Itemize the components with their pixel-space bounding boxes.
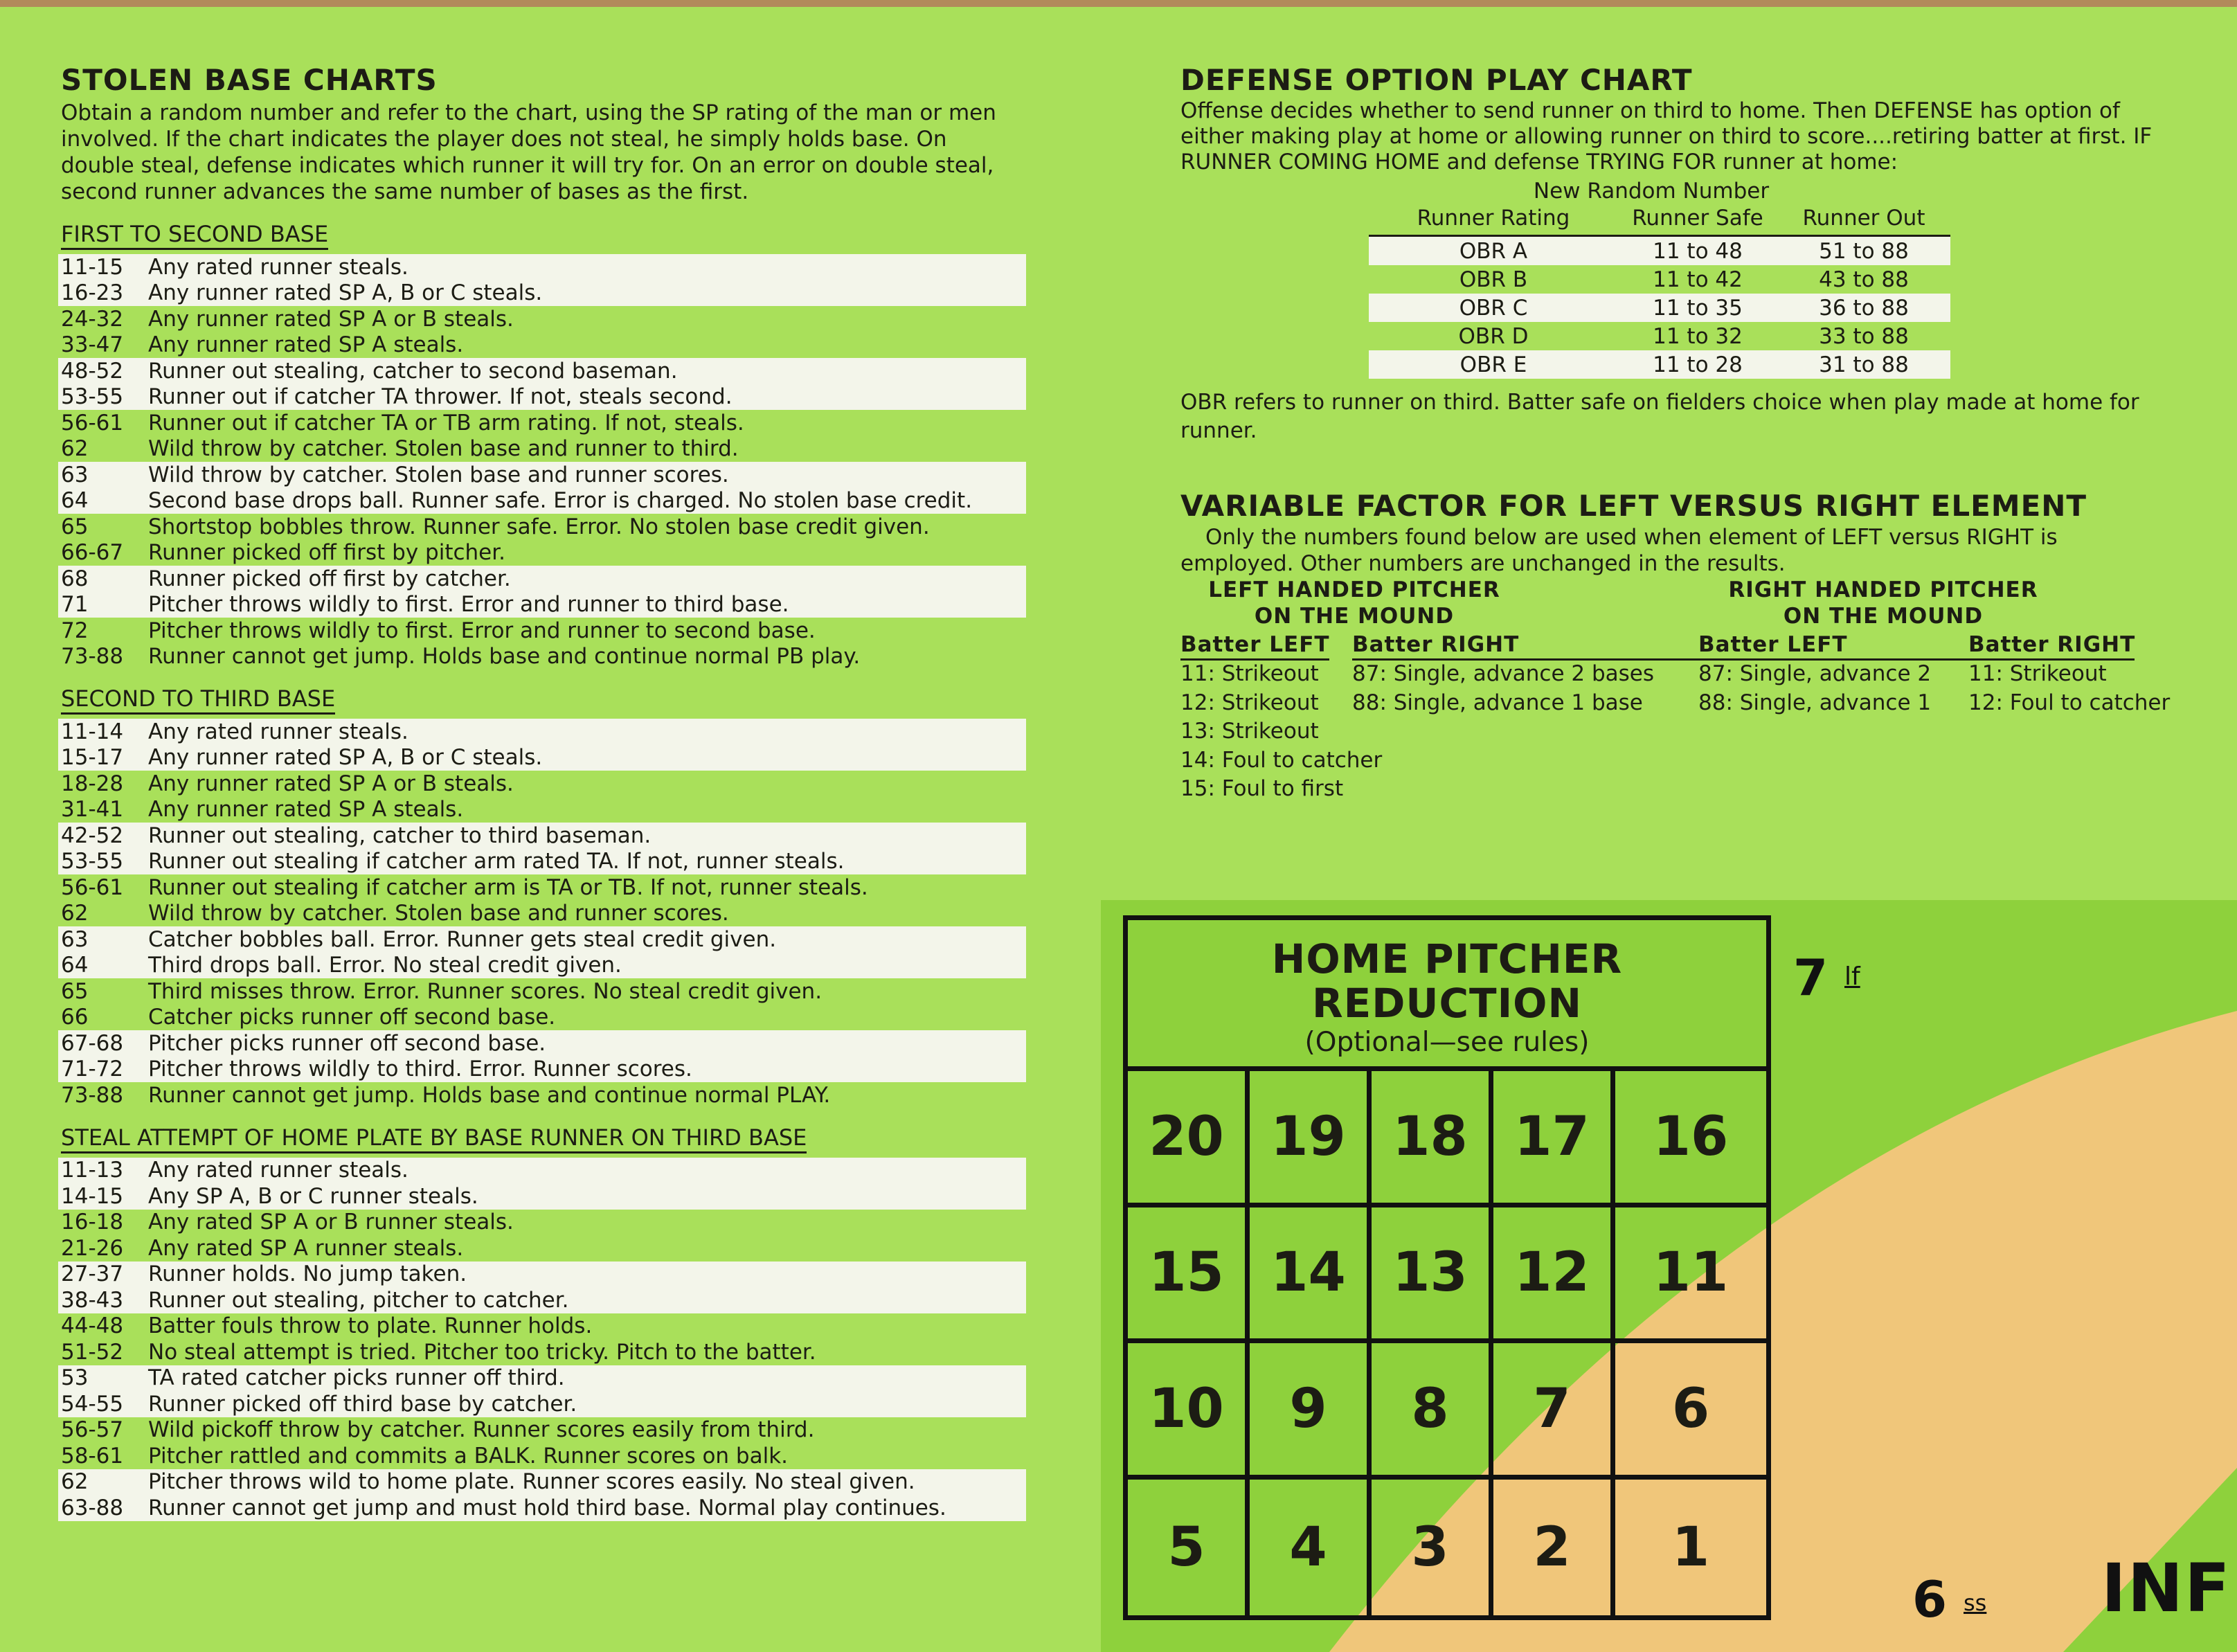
pitcher-headings	[1180, 577, 2177, 632]
result-text: TA rated catcher picks runner off third.	[148, 1365, 565, 1391]
result-text: Runner cannot get jump and must hold third base. Normal play continues.	[148, 1495, 946, 1520]
result-text: Any runner rated SP A steals.	[148, 797, 464, 823]
variable-factor-entry: 11: Strikeout	[1968, 661, 2107, 686]
reduction-number-cell: 19	[1250, 1071, 1372, 1207]
chart-row	[61, 797, 1023, 823]
random-number-range: 16-23	[61, 280, 124, 306]
random-number-range: 53-55	[61, 384, 124, 410]
random-number-range: 53-55	[61, 849, 124, 874]
obr-header-safe: Runner Safe	[1618, 204, 1777, 236]
lhp-batter-right-head: Batter RIGHT	[1352, 632, 1520, 657]
obr-header-rating: Runner Rating	[1369, 204, 1618, 236]
random-number-range: 11-14	[61, 719, 124, 744]
left-field-number: 7	[1793, 949, 1829, 1007]
random-number-range: 62	[61, 436, 89, 462]
chart-row	[58, 1183, 1026, 1210]
defense-option-title: DEFENSE OPTION PLAY CHART	[1180, 63, 1693, 97]
chart-row	[58, 1262, 1026, 1288]
random-number-range: 58-61	[61, 1443, 124, 1469]
reduction-number-cell: 9	[1250, 1343, 1372, 1480]
obr-header-row	[1369, 204, 1950, 236]
random-number-range: 42-52	[61, 823, 124, 848]
first-to-second-title: FIRST TO SECOND BASE	[61, 220, 328, 250]
obr-cell-rating: OBR D	[1458, 323, 1529, 349]
obr-table-body	[1369, 236, 1950, 379]
chart-row	[58, 1469, 1026, 1496]
infield-label: INF	[2101, 1550, 2231, 1627]
random-number-range: 11-13	[61, 1158, 124, 1183]
random-number-range: 51-52	[61, 1339, 124, 1365]
result-text: Any runner rated SP A, B or C steals.	[148, 745, 543, 771]
result-text: Third drops ball. Error. No steal credit given.	[148, 953, 622, 978]
chart-row	[61, 901, 1023, 927]
reduction-number-cell: 20	[1128, 1071, 1250, 1207]
obr-cell-safe: 11 to 32	[1653, 323, 1743, 349]
chart-row	[61, 514, 1023, 540]
obr-row	[1369, 294, 1950, 322]
shortstop-number: 6	[1912, 1570, 1948, 1628]
stolen-base-charts	[61, 62, 1044, 1521]
result-text: Any runner rated SP A or B steals.	[148, 306, 514, 332]
variable-factor-entry: 88: Single, advance 1 base	[1352, 690, 1643, 715]
batter-column-heads	[1180, 632, 2177, 657]
variable-factor-entry: 12: Strikeout	[1180, 690, 1319, 715]
result-text: Shortstop bobbles throw. Runner safe. Error. No stolen base credit given.	[148, 514, 930, 539]
home-steal-section	[61, 1124, 1044, 1521]
home-pitcher-title-1: HOME PITCHER	[1271, 935, 1623, 982]
result-text: Wild pickoff throw by catcher. Runner scores easily from third.	[148, 1417, 815, 1443]
variable-factor-intro: Only the numbers found below are used when element of LEFT versus RIGHT is employed. Other numbers are unchanged in the results.	[1180, 525, 2058, 576]
random-number-range: 64	[61, 488, 89, 514]
result-text: Any runner rated SP A or B steals.	[148, 771, 514, 796]
chart-row	[58, 254, 1026, 280]
reduction-number-cell: 10	[1128, 1343, 1250, 1480]
chart-row	[58, 592, 1026, 618]
random-number-range: 54-55	[61, 1391, 124, 1417]
obr-header-out: Runner Out	[1777, 204, 1950, 236]
random-number-range: 65	[61, 978, 89, 1004]
result-text: Runner holds. No jump taken.	[148, 1262, 467, 1287]
first-to-second-section	[61, 220, 1044, 670]
random-number-range: 15-17	[61, 745, 124, 771]
random-number-range: 56-57	[61, 1417, 124, 1443]
obr-cell-out: 51 to 88	[1777, 236, 1950, 266]
chart-row	[58, 1495, 1026, 1521]
chart-row	[58, 358, 1026, 384]
chart-row	[58, 1287, 1026, 1313]
chart-row	[61, 1443, 1023, 1469]
random-number-range: 67-68	[61, 1030, 124, 1056]
random-number-range: 71-72	[61, 1057, 124, 1082]
result-text: Any runner rated SP A, B or C steals.	[148, 280, 543, 306]
reduction-number-cell: 2	[1493, 1480, 1615, 1616]
result-text: Any rated SP A runner steals.	[148, 1235, 464, 1261]
obr-group-header: New Random Number	[1533, 179, 1770, 204]
obr-row	[1369, 322, 1950, 350]
result-text: Wild throw by catcher. Stolen base and runner to third.	[148, 436, 739, 462]
variable-factor-entry: 87: Single, advance 2	[1698, 661, 1932, 686]
reduction-number-cell: 4	[1250, 1480, 1372, 1616]
obr-row	[1369, 265, 1950, 294]
result-text: Runner out stealing, pitcher to catcher.	[148, 1287, 569, 1313]
chart-row	[61, 1313, 1023, 1340]
chart-row	[61, 1235, 1023, 1262]
obr-cell-safe: 11 to 48	[1618, 236, 1777, 266]
obr-cell-rating: OBR E	[1369, 350, 1618, 379]
reduction-number-cell: 12	[1493, 1207, 1615, 1344]
result-text: Any SP A, B or C runner steals.	[148, 1183, 478, 1209]
random-number-range: 62	[61, 901, 89, 926]
random-number-range: 14-15	[61, 1183, 124, 1209]
chart-row	[58, 926, 1026, 953]
lhp-batter-right-list	[1352, 660, 1654, 717]
variable-factor-entry: 15: Foul to first	[1180, 776, 1344, 801]
result-text: Runner cannot get jump. Holds base and continue normal PLAY.	[148, 1082, 831, 1108]
reduction-number-cell: 17	[1493, 1071, 1615, 1207]
obr-cell-safe: 11 to 35	[1618, 294, 1777, 322]
obr-cell-safe: 11 to 28	[1618, 350, 1777, 379]
result-text: Runner picked off first by pitcher.	[148, 540, 505, 566]
variable-factor-entry: 87: Single, advance 2 bases	[1352, 661, 1655, 686]
obr-note: OBR refers to runner on third. Batter safe on fielders choice when play made at home for runner.	[1180, 390, 2139, 443]
second-to-third-rows	[61, 719, 1023, 1108]
random-number-range: 63	[61, 462, 89, 487]
variable-factor-title: VARIABLE FACTOR FOR LEFT VERSUS RIGHT ELEMENT	[1180, 489, 2087, 523]
random-number-range: 31-41	[61, 797, 124, 823]
random-number-range: 33-47	[61, 332, 124, 358]
home-pitcher-subtitle: (Optional—see rules)	[1304, 1027, 1590, 1058]
chart-row	[61, 644, 1023, 670]
chart-row	[58, 488, 1026, 514]
variable-factor-entry: 88: Single, advance 1	[1698, 690, 1932, 715]
result-text: Any runner rated SP A steals.	[148, 332, 464, 358]
chart-row	[61, 1082, 1023, 1108]
chart-row	[61, 874, 1023, 901]
right-column	[1180, 62, 2177, 811]
chart-row	[58, 280, 1026, 307]
obr-cell-out: 36 to 88	[1777, 294, 1950, 322]
random-number-range: 63-88	[61, 1495, 124, 1520]
chart-row	[61, 306, 1023, 332]
random-number-range: 66	[61, 1005, 89, 1030]
result-text: Wild throw by catcher. Stolen base and runner scores.	[148, 462, 729, 487]
variable-factor-entry: 11: Strikeout	[1180, 661, 1319, 686]
result-text: Pitcher throws wildly to first. Error and runner to second base.	[148, 618, 816, 643]
lhp-batter-left-head: Batter LEFT	[1180, 632, 1330, 657]
obr-cell-safe: 11 to 42	[1653, 267, 1743, 292]
result-text: Third misses throw. Error. Runner scores. No steal credit given.	[148, 978, 823, 1004]
random-number-range: 56-61	[61, 874, 124, 900]
chart-row	[61, 978, 1023, 1005]
shortstop-label: ss	[1964, 1590, 1987, 1616]
chart-row	[58, 745, 1026, 771]
stolen-base-title: STOLEN BASE CHARTS	[61, 63, 438, 97]
reduction-number-cell: 16	[1615, 1071, 1766, 1207]
result-text: Pitcher throws wildly to third. Error. Runner scores.	[148, 1057, 692, 1082]
result-text: Pitcher rattled and commits a BALK. Runner scores on balk.	[148, 1443, 789, 1469]
variable-factor-lists	[1180, 652, 2177, 811]
obr-cell-rating: OBR B	[1459, 267, 1528, 292]
home-pitcher-title-2: REDUCTION	[1311, 980, 1583, 1027]
random-number-range: 27-37	[61, 1262, 124, 1287]
left-pitcher-heading: LEFT HANDED PITCHER ON THE MOUND	[1208, 577, 1500, 629]
result-text: Pitcher throws wildly to first. Error and runner to third base.	[148, 592, 789, 618]
variable-factor-entry: 12: Foul to catcher	[1968, 690, 2171, 715]
chart-row	[58, 1365, 1026, 1392]
result-text: Runner out stealing if catcher arm rated TA. If not, runner steals.	[148, 849, 845, 874]
result-text: No steal attempt is tried. Pitcher too tricky. Pitch to the batter.	[148, 1339, 816, 1365]
random-number-range: 48-52	[61, 358, 124, 384]
reduction-number-cell: 14	[1250, 1207, 1372, 1344]
obr-cell-rating: OBR A	[1369, 236, 1618, 266]
random-number-range: 66-67	[61, 540, 124, 566]
reduction-number-cell: 8	[1372, 1343, 1493, 1480]
random-number-range: 56-61	[61, 410, 124, 436]
chart-row	[58, 719, 1026, 745]
random-number-range: 11-15	[61, 254, 124, 280]
rhp-batter-right-head: Batter RIGHT	[1968, 632, 2136, 657]
home-steal-title: STEAL ATTEMPT OF HOME PLATE BY BASE RUNNER ON THIRD BASE	[61, 1124, 807, 1153]
chart-row	[58, 1030, 1026, 1057]
obr-cell-rating: OBR C	[1369, 294, 1618, 322]
chart-row	[58, 1057, 1026, 1083]
chart-row	[61, 332, 1023, 359]
random-number-range: 16-18	[61, 1210, 124, 1235]
random-number-range: 38-43	[61, 1287, 124, 1313]
chart-row	[61, 436, 1023, 463]
variable-factor-entry: 13: Strikeout	[1180, 719, 1319, 744]
result-text: Runner out if catcher TA or TB arm rating. If not, steals.	[148, 410, 744, 436]
obr-cell-out: 33 to 88	[1819, 323, 1909, 349]
top-edge-strip	[0, 0, 2237, 7]
chart-row	[61, 410, 1023, 436]
reduction-number-cell: 5	[1128, 1480, 1250, 1616]
obr-cell-out: 43 to 88	[1819, 267, 1909, 292]
reduction-number-cell: 6	[1615, 1343, 1766, 1480]
chart-row	[58, 1158, 1026, 1184]
chart-row	[61, 540, 1023, 566]
result-text: Runner out stealing, catcher to third baseman.	[148, 823, 652, 848]
reduction-number-grid	[1128, 1071, 1766, 1615]
result-text: Pitcher picks runner off second base.	[148, 1030, 546, 1056]
chart-row	[58, 384, 1026, 411]
chart-row	[58, 823, 1026, 849]
random-number-range: 44-48	[61, 1313, 124, 1339]
result-text: Runner out if catcher TA thrower. If not, steals second.	[148, 384, 733, 410]
variable-factor-entry: 14: Foul to catcher	[1180, 747, 1383, 773]
result-text: Runner out stealing, catcher to second baseman.	[148, 358, 678, 384]
result-text: Runner picked off third base by catcher.	[148, 1391, 577, 1417]
random-number-range: 71	[61, 592, 89, 618]
right-pitcher-heading: RIGHT HANDED PITCHER ON THE MOUND	[1728, 577, 2038, 629]
left-field-label: lf	[1844, 962, 1860, 991]
reduction-number-cell: 11	[1615, 1207, 1766, 1344]
obr-row	[1369, 350, 1950, 379]
result-text: Runner cannot get jump. Holds base and continue normal PB play.	[148, 644, 861, 670]
reduction-number-cell: 7	[1493, 1343, 1615, 1480]
first-to-second-rows	[61, 254, 1023, 670]
random-number-range: 63	[61, 926, 89, 952]
chart-row	[61, 1005, 1023, 1031]
obr-row	[1369, 236, 1950, 266]
rhp-batter-right-list	[1968, 660, 2170, 717]
result-text: Catcher picks runner off second base.	[148, 1005, 556, 1030]
random-number-range: 24-32	[61, 306, 124, 332]
reduction-number-cell: 1	[1671, 1516, 1710, 1579]
second-to-third-title: SECOND TO THIRD BASE	[61, 685, 335, 715]
random-number-range: 21-26	[61, 1235, 124, 1261]
result-text: Any rated SP A or B runner steals.	[148, 1210, 514, 1235]
random-number-range: 72	[61, 618, 89, 643]
result-text: Any rated runner steals.	[148, 1158, 408, 1183]
reduction-number-cell: 13	[1372, 1207, 1493, 1344]
chart-row	[58, 566, 1026, 592]
defense-option-intro: Offense decides whether to send runner on third to home. Then DEFENSE has option of either making play at home or allowing runner on third to score....retiring batter at first. IF RUNNER COMING HOME and defense TRYING FOR runner at home:	[1180, 98, 2153, 174]
home-steal-rows	[61, 1158, 1023, 1521]
result-text: Runner out stealing if catcher arm is TA or TB. If not, runner steals.	[148, 874, 868, 900]
chart-row	[61, 771, 1023, 797]
random-number-range: 68	[61, 566, 89, 591]
random-number-range: 73-88	[61, 644, 124, 670]
random-number-range: 62	[61, 1469, 89, 1495]
obr-cell-out: 31 to 88	[1777, 350, 1950, 379]
random-number-range: 73-88	[61, 1082, 124, 1108]
home-pitcher-header	[1128, 920, 1766, 1071]
result-text: Batter fouls throw to plate. Runner holds.	[148, 1313, 593, 1339]
second-to-third-section	[61, 685, 1044, 1108]
chart-row	[61, 1210, 1023, 1236]
random-number-range: 53	[61, 1365, 89, 1391]
random-number-range: 64	[61, 953, 89, 978]
random-number-range: 65	[61, 514, 89, 539]
chart-row	[58, 849, 1026, 875]
result-text: Wild throw by catcher. Stolen base and runner scores.	[148, 901, 729, 926]
reduction-number-cell: 15	[1128, 1207, 1250, 1344]
result-text: Catcher bobbles ball. Error. Runner gets steal credit given.	[148, 926, 777, 952]
result-text: Second base drops ball. Runner safe. Error is charged. No stolen base credit.	[148, 488, 973, 514]
reduction-number-cell: 18	[1372, 1071, 1493, 1207]
random-number-range: 18-28	[61, 771, 124, 796]
home-pitcher-reduction	[1123, 915, 1771, 1620]
result-text: Runner picked off first by catcher.	[148, 566, 511, 591]
chart-row	[61, 618, 1023, 644]
stolen-base-intro: Obtain a random number and refer to the chart, using the SP rating of the man or men involved. If the chart indicates the player does not steal, he simply holds base. On double steal, defense indicates which runner it will try for. On an error on double steal, second runner advances the same number of bases as the first.	[61, 100, 996, 204]
result-text: Any rated runner steals.	[148, 719, 408, 744]
chart-row	[58, 462, 1026, 488]
chart-row	[61, 1339, 1023, 1365]
chart-row	[61, 1417, 1023, 1444]
chart-row	[58, 953, 1026, 979]
result-text: Any rated runner steals.	[148, 254, 408, 280]
rhp-batter-left-list	[1698, 660, 1931, 717]
reduction-number-cell: 3	[1372, 1480, 1493, 1616]
result-text: Pitcher throws wild to home plate. Runner scores easily. No steal given.	[148, 1469, 915, 1495]
rhp-batter-left-head: Batter LEFT	[1698, 632, 1848, 657]
obr-table	[1369, 204, 1950, 379]
chart-row	[58, 1391, 1026, 1417]
